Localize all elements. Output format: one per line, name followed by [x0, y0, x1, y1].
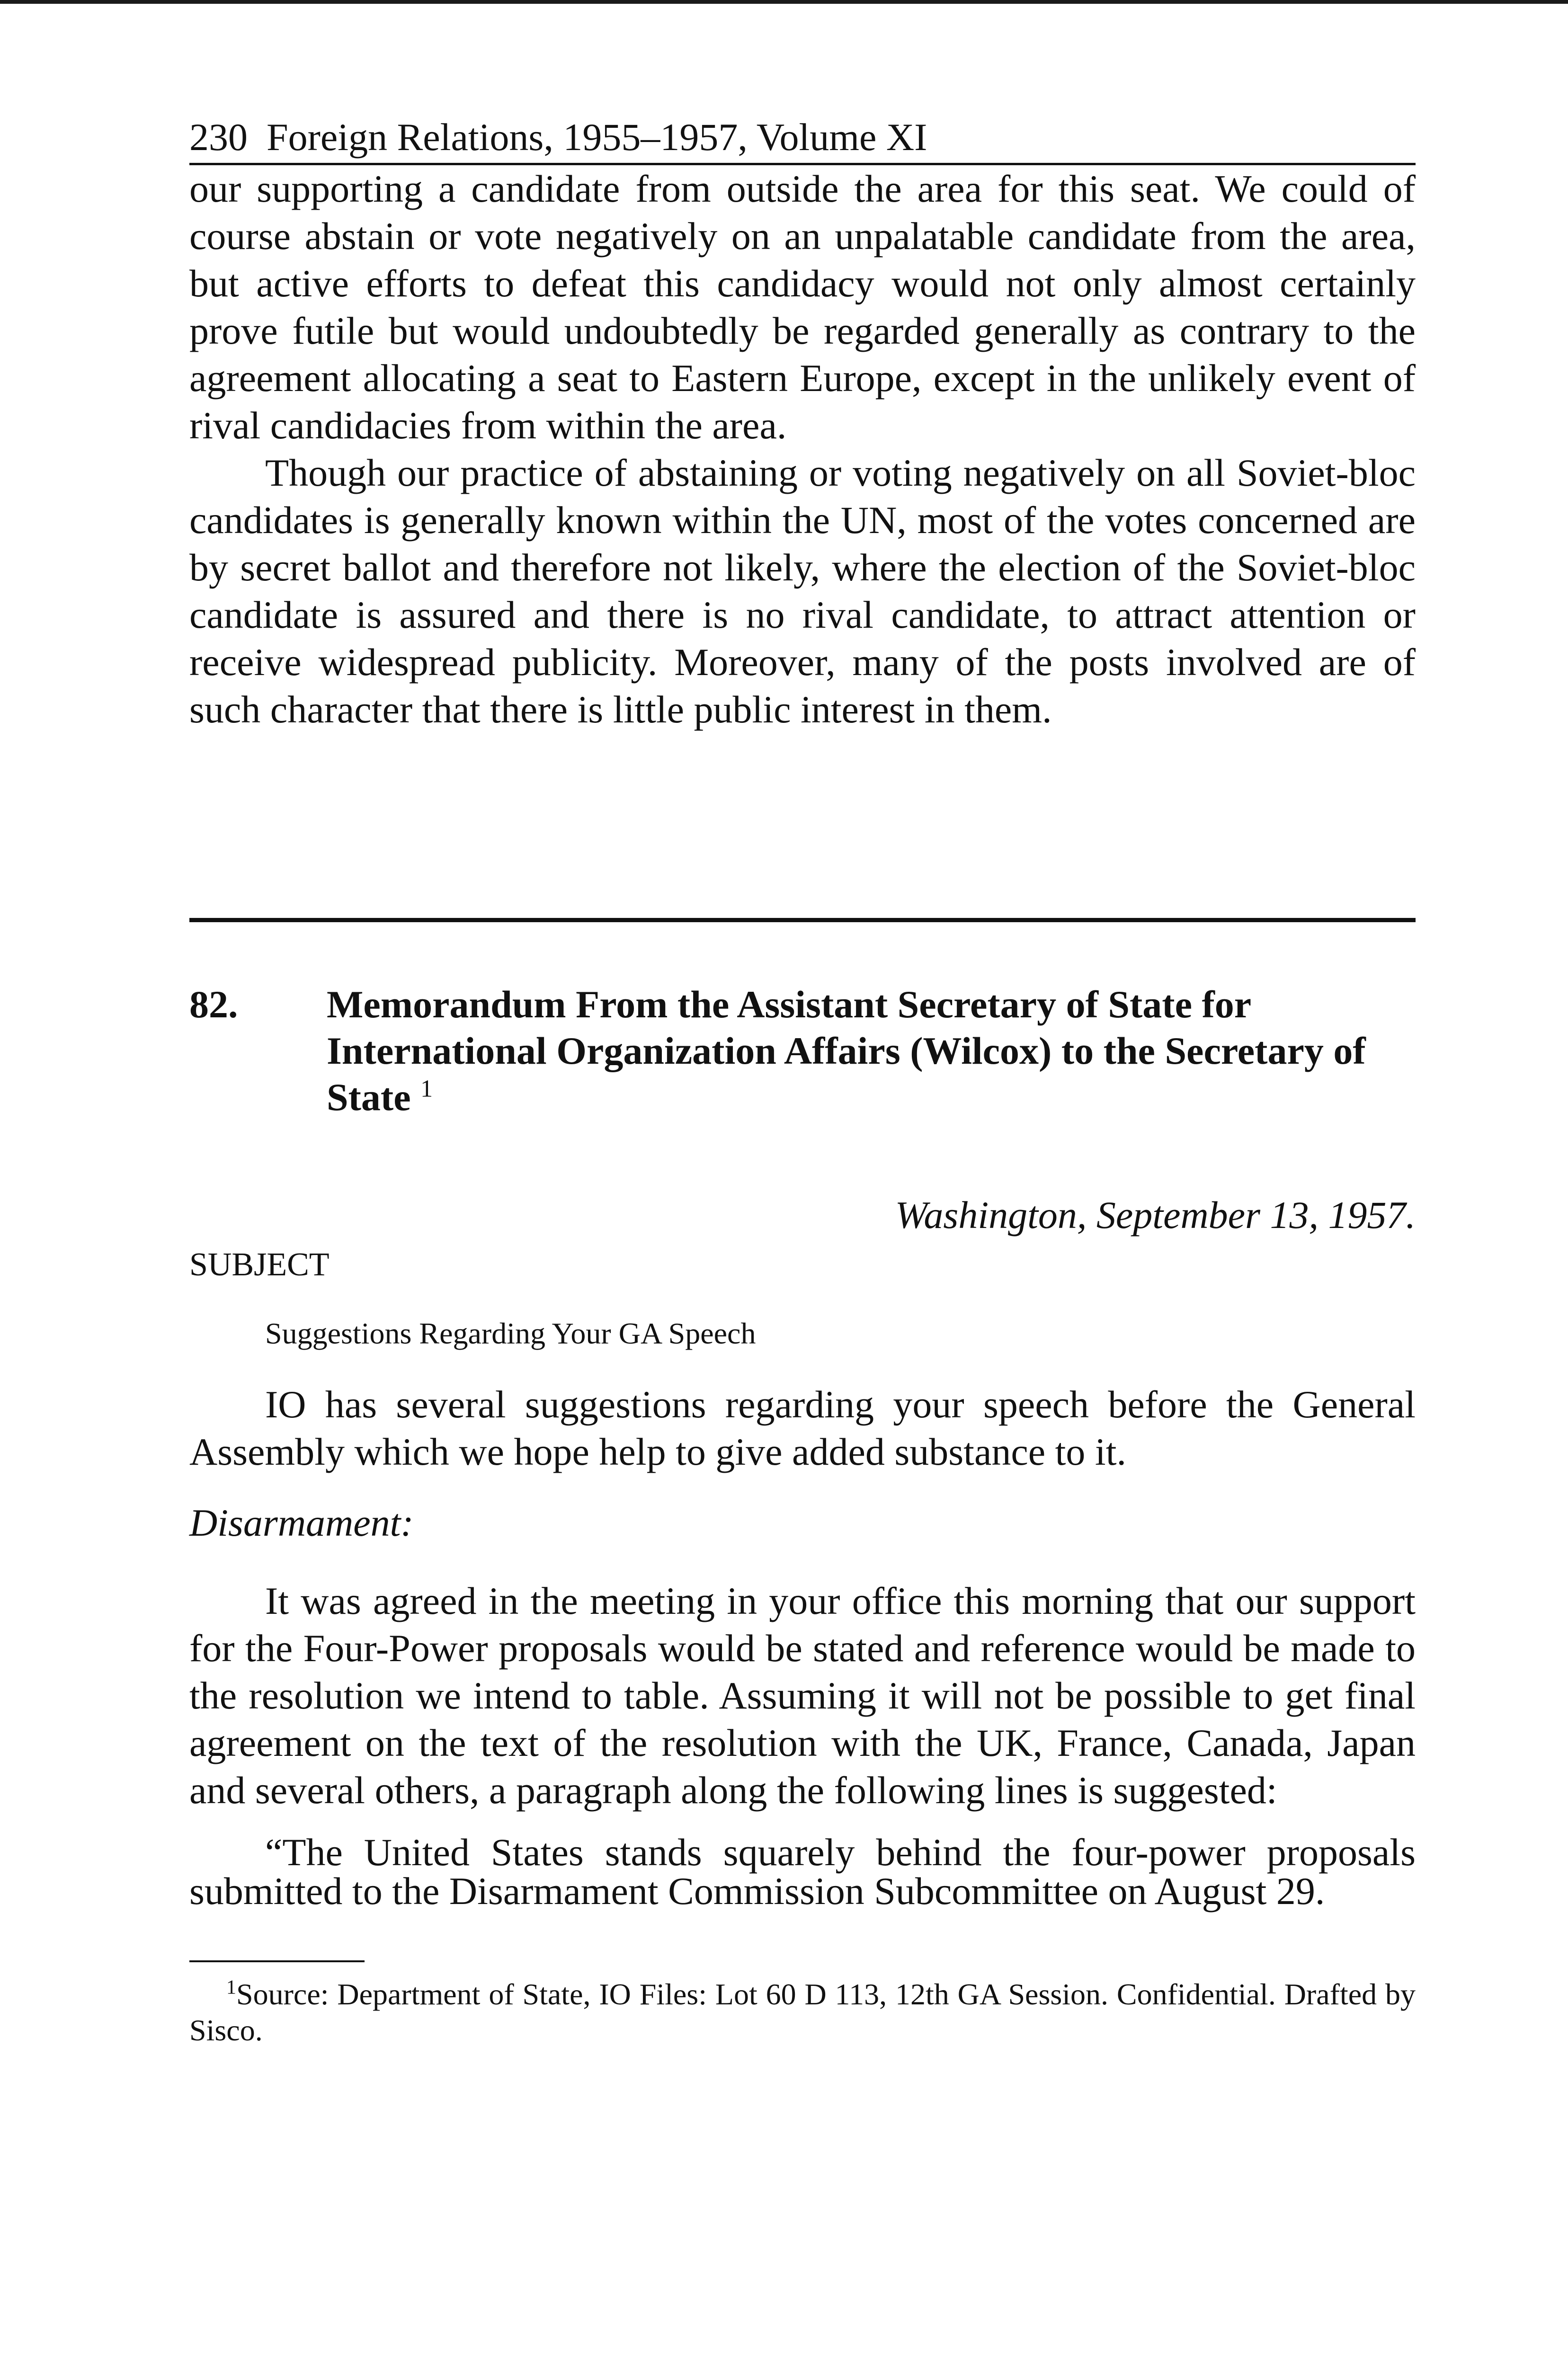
intro-paragraph: IO has several suggestions regarding your speech before the General Assembly which we hope help to give added substance to it.	[189, 1383, 1416, 1473]
footnote	[189, 1976, 1416, 2048]
running-head	[189, 114, 1416, 165]
document-number: 82.	[189, 983, 238, 1026]
dateline: Washington, September 13, 1957.	[895, 1193, 1416, 1237]
subject-text: Suggestions Regarding Your GA Speech	[265, 1317, 756, 1350]
section-label-disarmament: Disarmament:	[189, 1501, 414, 1544]
continuation-paragraph-1: our supporting a candidate from outside the area for this seat. We could of course abstain or vote negatively on an unpalatable candidate from the area, but active efforts to defeat this candidacy would not only almost certainly prove futile but would undoubtedly be regarded generally as contrary to the agreement allocating a seat to Eastern Europe, except in the unlikely event of rival candidacies from within the area.	[189, 167, 1416, 447]
page-top-border	[0, 0, 1568, 4]
continuation-paragraph-2: Though our practice of abstaining or voting negatively on all Soviet-bloc candidates is generally known within the UN, most of the votes concerned are by secret ballot and therefore not likely, where the election of the Soviet-bloc candidate is assured and there is no rival candidate, to attract attention or receive widespread publicity. Moreover, many of the posts involved are of such character that there is little public interest in them.	[189, 451, 1416, 731]
page-number: 230	[189, 116, 248, 159]
disarmament-paragraph: It was agreed in the meeting in your office this morning that our support for the Four-Power proposals would be stated and reference would be made to the resolution we intend to table. Assuming it will not be possible to get final agreement on the text of the resolution with the UK, France, Canada, Japan and several others, a paragraph along the following lines is suggested:	[189, 1579, 1416, 1812]
footnote-marker: 1	[226, 1976, 236, 1999]
document-title-block	[327, 981, 1416, 1121]
section-divider	[189, 918, 1416, 922]
document-title: Memorandum From the Assistant Secretary of State for International Organization Affairs (Wilcox) to the Secretary of State	[327, 983, 1366, 1119]
footnote-text: Source: Department of State, IO Files: Lot 60 D 113, 12th GA Session. Confidential. Drafted by Sisco.	[189, 1977, 1416, 2047]
subject-label: SUBJECT	[189, 1246, 330, 1283]
volume-title: Foreign Relations, 1955–1957, Volume XI	[267, 116, 927, 159]
document-heading	[189, 981, 1416, 1121]
footnote-rule	[189, 1960, 365, 1962]
footnote-reference: 1	[420, 1075, 433, 1103]
document-page	[189, 114, 1416, 2048]
quoted-paragraph: “The United States stands squarely behind the four-power proposals submitted to the Disarmament Commission Subcommittee on August 29.	[189, 1831, 1416, 1913]
